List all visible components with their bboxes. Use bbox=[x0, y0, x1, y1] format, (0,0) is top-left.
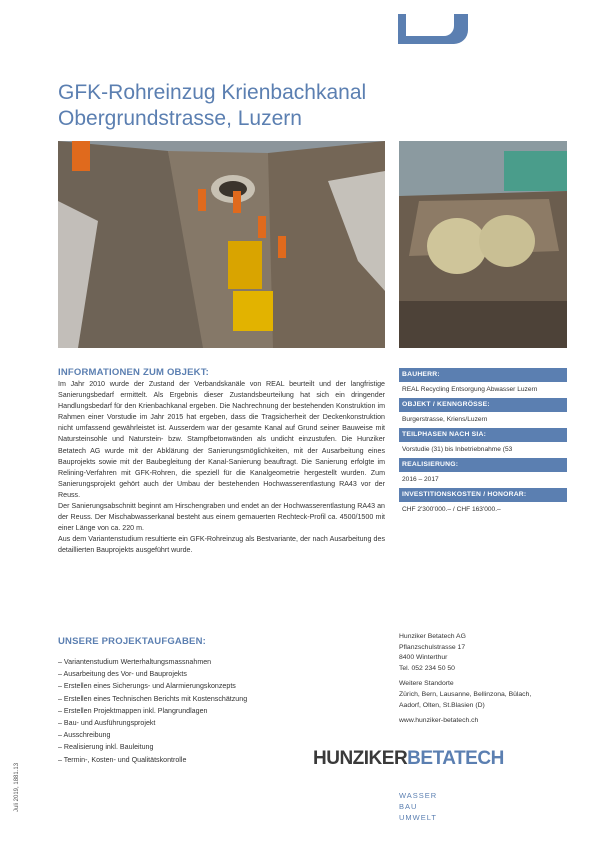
tasks-heading: UNSERE PROJEKTAUFGABEN: bbox=[58, 636, 206, 647]
brand-tagline bbox=[399, 790, 437, 823]
info-paragraph-3: Aus dem Variantenstudium resultierte ein GFK-Rohreinzug als Bestvariante, der nach Ausarbeitung des detaillierten Bauprojekts ausgeführt wurde. bbox=[58, 535, 385, 555]
title-line-1: GFK-Rohreinzug Krienbachkanal bbox=[58, 81, 367, 104]
construction-photo-side-illustration bbox=[399, 141, 567, 348]
locations-line-1: Zürich, Bern, Lausanne, Bellinzona, Bülach, bbox=[399, 690, 532, 698]
construction-photo-side bbox=[399, 141, 567, 348]
info-heading: INFORMATIONEN ZUM OBJEKT: bbox=[58, 367, 210, 378]
page-title bbox=[58, 80, 398, 132]
logo-mark bbox=[398, 14, 468, 44]
fact-label-phases: TEILPHASEN NACH SIA: bbox=[399, 428, 567, 442]
construction-photo-main bbox=[58, 141, 385, 348]
fact-label-realisation: REALISIERUNG: bbox=[399, 458, 567, 472]
brand-logo-part-2: BETATECH bbox=[407, 748, 504, 769]
task-item: – Erstellen eines Sicherungs- und Alarmierungskonzepts bbox=[58, 682, 236, 691]
tagline-water: WASSER bbox=[399, 791, 438, 800]
fact-value-realisation: 2016 – 2017 bbox=[402, 476, 439, 483]
title-line-2: Obergrundstrasse, Luzern bbox=[58, 107, 302, 130]
task-item: – Ausschreibung bbox=[58, 731, 111, 740]
task-item: – Ausarbeitung des Vor- und Bauprojekts bbox=[58, 670, 187, 679]
company-street: Pflanzschulstrasse 17 bbox=[399, 643, 466, 651]
task-item: – Realisierung inkl. Bauleitung bbox=[58, 743, 154, 752]
task-item: – Erstellen eines Technischen Berichts mit Kostenschätzung bbox=[58, 694, 248, 703]
locations-heading: Weitere Standorte bbox=[399, 680, 454, 688]
project-facts bbox=[399, 368, 567, 518]
brand-logo-part-1: HUNZIKER bbox=[313, 748, 408, 769]
tagline-build: BAU bbox=[399, 802, 418, 811]
fact-value-phases: Vorstudie (31) bis Inbetriebnahme (53 bbox=[402, 446, 513, 453]
company-phone: Tel. 052 234 50 50 bbox=[399, 664, 455, 672]
contact-block bbox=[399, 632, 567, 727]
company-city: 8400 Winterthur bbox=[399, 654, 448, 662]
task-item: – Termin-, Kosten- und Qualitätskontrolle bbox=[58, 755, 187, 764]
info-paragraph-1: Im Jahr 2010 wurde der Zustand der Verbandskanäle von REAL beurteilt und der langfristige Sanierungsbedarf ermittelt. Als Ergebnis dieser Zustandsbeurteilung hat sich ein dringender Handlungsbedarf für den Krienbachkanal ergeben. Die Nachrechnung der bestehenden Konstruktion im Rahmen einer Vorstudie im Jahr 2015 hat ergeben, dass die Tragsicherheit der Deckenkonstruktion nicht umfassend gewährleistet ist. Ausserdem war der gesamte Kanal auf Grund seiner Bauweise mit Natursteinsohle und Naturstein- bzw. Stampfbetonwänden als undicht einzustufen. Die Hunziker Betatech AG wurde mit der Abklärung der Sanierungsmöglichkeiten, mit der Ausarbeitung eines Bauprojekts sowie mit der Baubegleitung der Kanal-Sanierung beauftragt. Die Sanierung erfolgte im Relining-Verfahren mit GFK-Rohren, die speziell für die Kanalgeometrie hergestellt wurden. Zum Sanierungsprojekt gehört auch der Umbau der bestehenden Hochwasserentlastung RA43 vor der Reuss. bbox=[58, 380, 385, 499]
footer-date: Juli 2019, 1881.13 bbox=[14, 762, 20, 812]
fact-label-client: BAUHERR: bbox=[399, 368, 567, 382]
task-item: – Variantenstudium Werterhaltungsmassnahmen bbox=[58, 658, 212, 666]
info-paragraph-2: Der Sanierungsabschnitt beginnt am Hirschengraben und endet an der Hochwasserentlastung RA43 an der Reuss. Der Mischabwasserkanal besteht aus einem gemauerten Rechteck-Profil ca. 4500/1500 mit einer Länge von ca. 220 m. bbox=[58, 502, 385, 533]
task-item: – Erstellen Projektmappen inkl. Plangrundlagen bbox=[58, 706, 208, 715]
fact-label-costs: INVESTITIONSKOSTEN / HONORAR: bbox=[399, 488, 567, 502]
construction-photo-main-illustration bbox=[58, 141, 385, 348]
locations-line-2: Aadorf, Olten, St.Blasien (D) bbox=[399, 701, 485, 709]
info-body bbox=[58, 379, 385, 557]
fact-value-object: Burgerstrasse, Kriens/Luzern bbox=[402, 416, 488, 423]
company-name: Hunziker Betatech AG bbox=[399, 633, 466, 640]
company-website[interactable]: www.hunziker-betatech.ch bbox=[399, 717, 479, 725]
brand-logo bbox=[313, 748, 573, 770]
fact-label-object: OBJEKT / KENNGRÖSSE: bbox=[399, 398, 567, 412]
fact-value-costs: CHF 2'300'000.– / CHF 163'000.– bbox=[402, 506, 501, 513]
task-item: – Bau- und Ausführungsprojekt bbox=[58, 719, 156, 728]
fact-value-client: REAL Recycling Entsorgung Abwasser Luzern bbox=[402, 386, 538, 393]
tagline-environment: UMWELT bbox=[399, 813, 437, 822]
